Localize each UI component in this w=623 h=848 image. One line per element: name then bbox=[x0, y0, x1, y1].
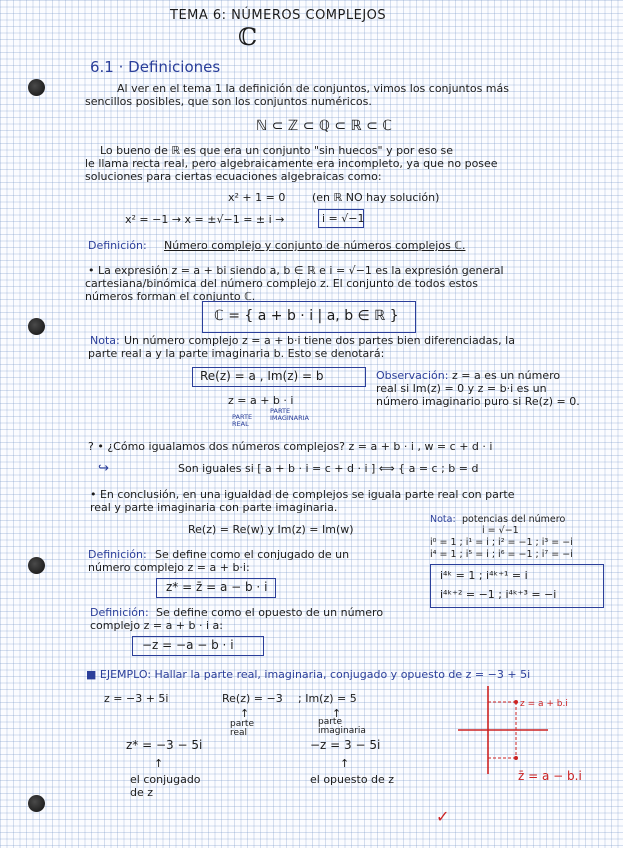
real-line-text-1: Lo bueno de ℝ es que era un conjunto "sin huecos" y por eso se bbox=[100, 144, 454, 157]
up-arrow-icon: ↑ bbox=[240, 707, 250, 720]
bullet-1-line-3: números forman el conjunto ℂ. bbox=[85, 290, 256, 303]
example-im: ; Im(z) = 5 bbox=[298, 692, 357, 705]
definition-1-label: Definición: bbox=[88, 239, 147, 252]
nota-1-line-1: Un número complejo z = a + b·i tiene dos partes bien diferenciadas, la bbox=[124, 334, 515, 347]
re-im-text: Re(z) = a , Im(z) = b bbox=[200, 369, 324, 383]
powers-box-line-2: i⁴ᵏ⁺² = −1 ; i⁴ᵏ⁺³ = −i bbox=[440, 588, 557, 601]
parte-real-label: PARTE REAL bbox=[232, 413, 253, 428]
nota-1-line-2: parte real a y la parte imaginaria b. Esto se denotará: bbox=[88, 347, 385, 360]
plane-zbar-label: z̄ = a − b.i bbox=[518, 769, 582, 783]
conclusion-line-1: • En conclusión, en una igualdad de complejos se iguala parte real con parte bbox=[90, 488, 515, 501]
example-z: z = −3 + 5i bbox=[104, 692, 169, 705]
arrow-icon: ↪ bbox=[98, 461, 109, 476]
example-parte-imaginaria: parte imaginaria bbox=[318, 717, 366, 736]
nota-2-sub: i = √−1 bbox=[482, 525, 519, 536]
example-parte-real: parte real bbox=[230, 719, 254, 738]
up-arrow-icon: ↑ bbox=[154, 757, 164, 770]
binder-hole bbox=[28, 795, 45, 812]
observacion-line-1: z = a es un número bbox=[452, 369, 561, 382]
re-im-equality: Re(z) = Re(w) y Im(z) = Im(w) bbox=[188, 523, 354, 536]
up-arrow-icon: ↑ bbox=[340, 757, 350, 770]
intro-line-1: Al ver en el tema 1 la definición de conjuntos, vimos los conjuntos más bbox=[117, 82, 509, 95]
observacion-line-3: número imaginario puro si Re(z) = 0. bbox=[376, 395, 580, 408]
binder-hole bbox=[28, 557, 45, 574]
bullet-1-line-2: cartesiana/binómica del número complejo z. El conjunto de todos estos bbox=[85, 277, 479, 290]
equation-1: x² + 1 = 0 bbox=[228, 191, 286, 204]
real-line-text-2: le llama recta real, pero algebraicamente era incompleto, ya que no posee bbox=[85, 157, 498, 170]
plane-z-label: z = a + b.i bbox=[520, 699, 568, 709]
observacion-label: Observación: bbox=[376, 369, 449, 382]
nota-1-label: Nota: bbox=[90, 334, 120, 347]
example-heading: ■ EJEMPLO: Hallar la parte real, imaginaria, conjugado y opuesto de z = −3 + 5i bbox=[86, 668, 531, 681]
sets-chain: ℕ ⊂ ℤ ⊂ ℚ ⊂ ℝ ⊂ ℂ bbox=[256, 118, 393, 134]
powers-row-1: i⁰ = 1 ; i¹ = i ; i² = −1 ; i³ = −i bbox=[430, 537, 573, 548]
opposite-formula: −z = −a − b · i bbox=[142, 638, 234, 652]
set-definition: ℂ = { a + b · i | a, b ∈ ℝ } bbox=[214, 308, 399, 324]
example-conjugate: z* = −3 − 5i bbox=[126, 738, 203, 752]
binder-hole bbox=[28, 318, 45, 335]
check-mark: ✓ bbox=[436, 807, 450, 826]
definition-2-line-1: Se define como el conjugado de un bbox=[155, 548, 350, 561]
definition-2-label: Definición: bbox=[88, 548, 147, 561]
equation-1-note: (en ℝ NO hay solución) bbox=[312, 191, 440, 204]
page-title: TEMA 6: NÚMEROS COMPLEJOS bbox=[170, 8, 387, 23]
powers-box-line-1: i⁴ᵏ = 1 ; i⁴ᵏ⁺¹ = i bbox=[440, 569, 528, 582]
equation-2: x² = −1 → x = ±√−1 = ± i → bbox=[125, 213, 285, 226]
section-heading: 6.1 · Definiciones bbox=[90, 58, 221, 76]
definition-3-label: Definición: bbox=[90, 606, 149, 619]
question-line: ? • ¿Cómo igualamos dos números complejos? z = a + b · i , w = c + d · i bbox=[88, 440, 493, 453]
z-expression: z = a + b · i bbox=[228, 394, 294, 407]
opposite-caption: el opuesto de z bbox=[310, 773, 395, 786]
nota-2-title: potencias del número bbox=[462, 514, 566, 525]
title-symbol: ℂ bbox=[238, 23, 258, 51]
definition-3-line-2: complejo z = a + b · i a: bbox=[90, 619, 223, 632]
intro-line-2: sencillos posibles, que son los conjuntos numéricos. bbox=[85, 95, 372, 108]
example-opposite: −z = 3 − 5i bbox=[310, 738, 381, 752]
bullet-1-line-1: • La expresión z = a + bi siendo a, b ∈ ℝ e i = √−1 es la expresión general bbox=[88, 264, 504, 277]
definition-2-line-2: número complejo z = a + b·i: bbox=[88, 561, 250, 574]
definition-3-line-1: Se define como el opuesto de un número bbox=[156, 606, 384, 619]
definition-1-text: Número complejo y conjunto de números complejos ℂ. bbox=[164, 239, 466, 252]
up-arrow-icon: ↑ bbox=[332, 707, 342, 720]
conclusion-line-2: real y parte imaginaria con parte imaginaria. bbox=[90, 501, 338, 514]
binder-hole bbox=[28, 79, 45, 96]
equality-condition: Son iguales si [ a + b · i = c + d · i ] ⟺ { a = c ; b = d bbox=[178, 462, 479, 475]
powers-row-2: i⁴ = 1 ; i⁵ = i ; i⁶ = −1 ; i⁷ = −i bbox=[430, 549, 573, 560]
imaginary-unit-text: i = √−1 bbox=[322, 212, 365, 225]
conjugate-formula: z* = z̄ = a − b · i bbox=[166, 580, 268, 594]
observacion-line-2: real si Im(z) = 0 y z = b·i es un bbox=[376, 382, 547, 395]
example-re: Re(z) = −3 bbox=[222, 692, 283, 705]
conjugate-caption: el conjugado de z bbox=[130, 773, 201, 799]
parte-imaginaria-label: PARTE IMAGINARIA bbox=[270, 407, 309, 422]
nota-2-label: Nota: bbox=[430, 514, 456, 525]
real-line-text-3: soluciones para ciertas ecuaciones algebraicas como: bbox=[85, 170, 382, 183]
